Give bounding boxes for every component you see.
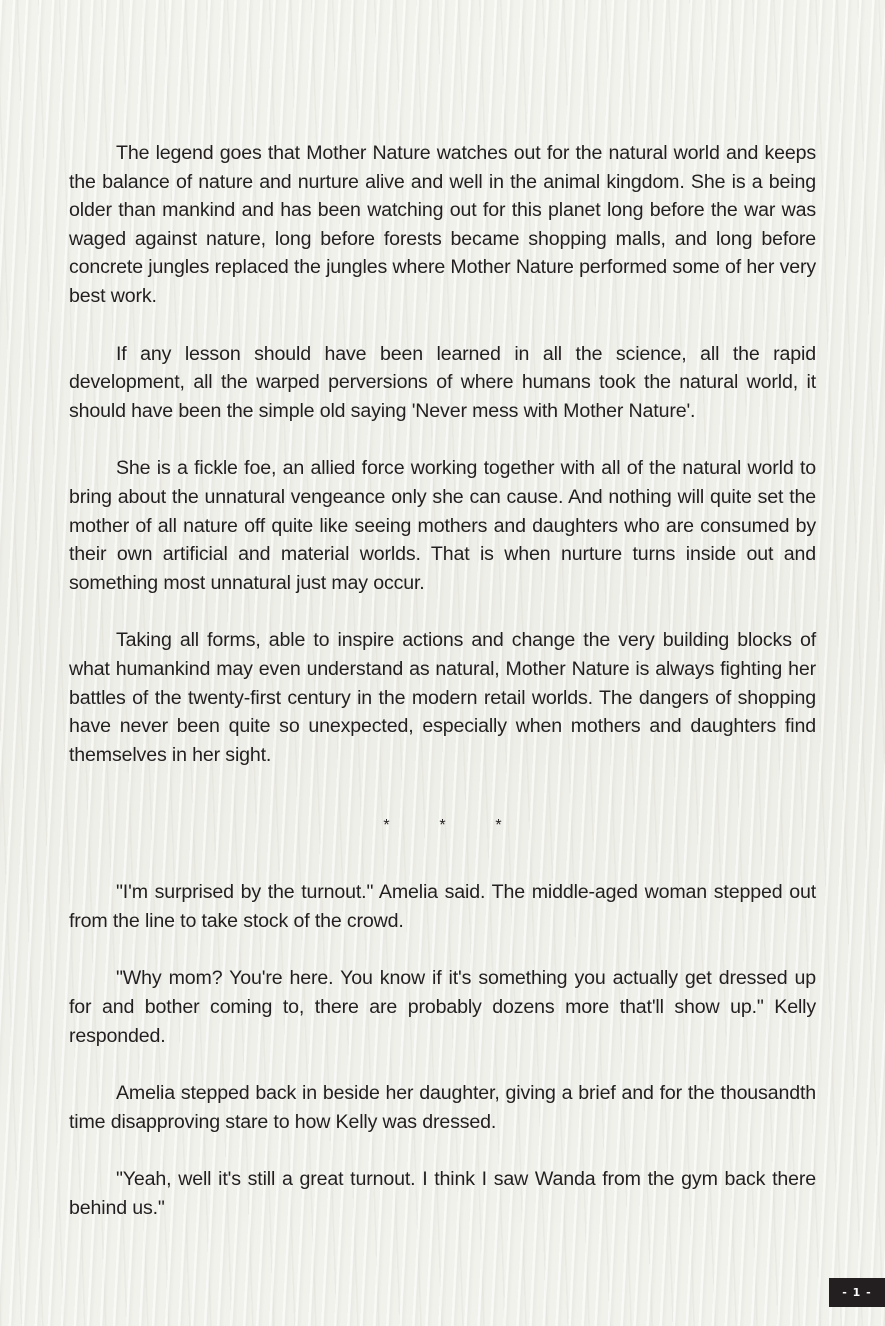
scene-break-asterisk: * [495, 817, 502, 835]
dialogue-paragraph: "I'm surprised by the turnout." Amelia said. The middle-aged woman stepped out from the line to take stock of the crowd. [69, 881, 816, 932]
page-body [69, 139, 816, 1252]
scene-break [69, 798, 816, 854]
dialogue-paragraph: Amelia stepped back in beside her daughter, giving a brief and for the thousandth time disapproving stare to how Kelly was dressed. [69, 1082, 816, 1133]
paragraph: The legend goes that Mother Nature watches out for the natural world and keeps the balance of nature and nurture alive and well in the animal kingdom. She is a being older than mankind and has been watching out for this planet long before the war was waged against nature, long before forests became shopping malls, and long before concrete jungles replaced the jungles where Mother Nature performed some of her very best work. [69, 142, 816, 307]
dialogue-paragraph: "Yeah, well it's still a great turnout. I think I saw Wanda from the gym back there behind us." [69, 1168, 816, 1220]
paragraph: Taking all forms, able to inspire actions and change the very building blocks of what humankind may even understand as natural, Mother Nature is always fighting her battles of the twenty-first century in the modern retail worlds. The dangers of shopping have never been quite so unexpected, especially when mothers and daughters find themselves in her sight. [69, 629, 816, 766]
dialogue-paragraph: "Why mom? You're here. You know if it's something you actually get dressed up for and bother coming to, there are probably dozens more that'll show up." Kelly responded. [69, 967, 816, 1047]
paragraph: She is a fickle foe, an allied force working together with all of the natural world to bring about the unnatural vengeance only she can cause. And nothing will quite set the mother of all nature off quite like seeing mothers and daughters who are consumed by their own artificial and material worlds. That is when nurture turns inside out and something most unnatural just may occur. [69, 457, 816, 594]
paragraph: If any lesson should have been learned in all the science, all the rapid development, all the warped perversions of where humans took the natural world, it should have been the simple old saying 'Never mess with Mother Nature'. [69, 342, 816, 422]
scene-break-asterisk: * [439, 817, 446, 835]
scene-break-asterisk: * [383, 817, 390, 835]
page-number-badge: - 1 - [829, 1278, 885, 1307]
